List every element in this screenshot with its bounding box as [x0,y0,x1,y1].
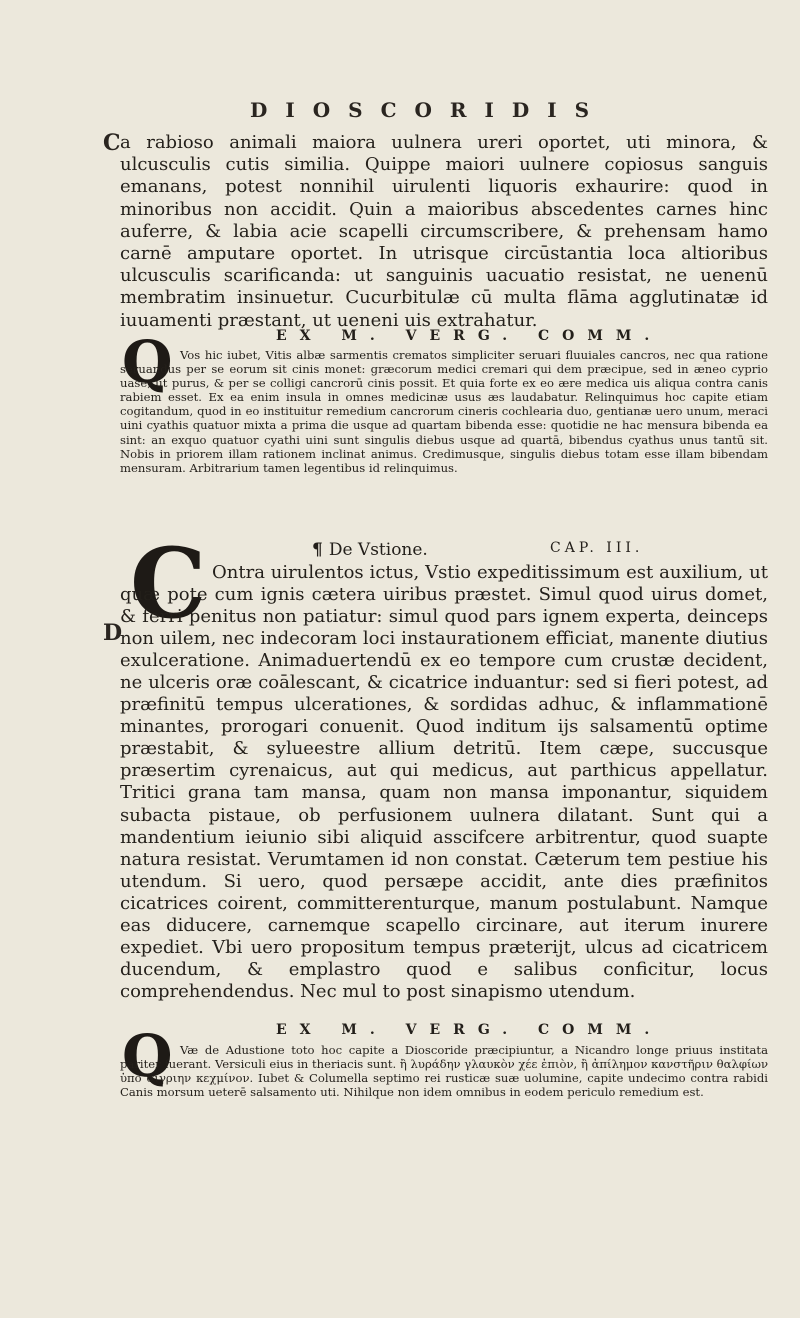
commentary-dropcap-2: Q [122,1022,173,1090]
margin-letter-c: C [103,130,121,156]
commentary-block-1 [120,348,768,475]
commentary-heading-2: EX M. VERG. COMM. [276,1022,663,1038]
commentary-dropcap-1: Q [122,328,173,396]
margin-letter-d: D [103,620,123,646]
main-paragraph: a rabioso animali maiora uulnera ureri oportet, uti minora, & ulcusculis cutis similia. Quippe maiori uulnere copiosus sanguis emanans, potest nonnihil uirulenti liquoris exhaurire: quod in minoribus non accidit. Quin a maioribus abscedentes carnes hinc auferre, & labia acie scapelli circumscribere, & prehensam hamo carnē amputare oportet. In utrisque circūstantia loca altioribus ulcusculis scarificanda: ut sanguinis uacuatio resistat, ne uenenū membratim insinuetur. Cucurbitulæ cū multa flāma agglutinatæ id iuuamenti præstant, ut ueneni uis extrahatur. [120,132,768,331]
chapter-heading [312,540,644,560]
chapter-dropcap: C [130,527,207,640]
chapter-paragraph: Ontra uirulentos ictus, Vstio expeditissimum est auxilium, ut quæ pote cum ignis cætera uiribus præstet. Simul quod uirus domet, & ferri penitus non patiatur: simul quod pars ignem experta, deinceps non uilem, nec indecoram loci instaurationem efficiat, manente diutius exulceratione. Animaduertendū ex eo tempore cum crustæ decident, ne ulceris oræ coālescant, & cicatrice induantur: sed si fieri potest, ad præfinitū tempus ulcerationes, & sordidas adhuc, & inflammationē minantes, prorogari conuenit. Quod inditum ijs salsamentū optime præstabit, & sylueestre allium detritū. Item cæpe, succusque præsertim cyrenaicus, aut qui medicus, aut parthicus appellatur. Tritici grana tam mansa, quam non mansa imponantur, siquidem subacta pistaue, ob perfusionem uulnera dilatant. Sunt qui a mandentium ieiunio sibi aliquid asscifcere arbitrentur, quod suapte natura resistat. Verumtamen id non constat. Cæterum tem pestiue his utendum. Si uero, quod persæpe accidit, ante dies præfinitos cicatrices coirent, committerenturque, manum postulabunt. Namque eas diducere, carnemque scapello circinare, aut iterum inurere expediet. Vbi uero propositum tempus præterijt, ulcus ad cicatricem ducendum, & emplastro quod e salibus conficitur, locus comprehendendus. Nec mul to post sinapismo utendum. [120,562,768,1002]
main-text-block [120,132,768,332]
pilcrow-icon: ¶ [312,540,323,560]
commentary-heading-1: EX M. VERG. COMM. [276,328,663,344]
commentary-paragraph-1: Vos hic iubet, Vitis albæ sarmentis crematos simpliciter seruari fluuiales cancros, nec qua ratione seruandus per se eorum sit cinis monet: græcorum medici cremari qui dem præcipue, sed in æneo cyprio uase, ut purus, & per se colligi cancrorū cinis possit. Et quia forte ex eo ære medica uis aliqua contra canis rabiem esset. Ex ea enim insula in omnes medicinæ usus æs laudabatur. Relinquimus hoc capite etiam cogitandum, quod in eo instituitur remedium cancrorum cineris cochlearia duo, gentianæ uero unum, meraci uini cyathis quatuor mixta a prima die usque ad quartam bibenda esse: quotidie ne hac mensura bibenda ea sint: an exquo quatuor cyathi uini sunt singulis diebus usque ad quartā, bibendus cyathus unus tantū sit. Nobis in priorem illam rationem inclinat animus. Credimusque, singulis diebus totam esse illam bibendam mensuram. Arbitrarium tamen legentibus id relinquimus. [120,348,768,475]
commentary-block-2 [120,1043,768,1099]
chapter-text-block [120,562,768,1003]
commentary-paragraph-2: Væ de Adustione toto hoc capite a Dioscoride præcipiuntur, a Nicandro longe priuus institata pariter fuerant. Versiculi eius in theriacis sunt. ἢ λυράδην γλαυκὸν χέε ἐπιὸν, ἢ ἀπίλημον κανστῆριν θαλφίων ὑπὸ σίγριην κεχμίνον. Iubet & Columella septimo rei rusticæ suæ uolumine, capite undecimo contra rabidi Canis morsum ueterē salsamento uti. Nihilque non idem omnibus in eodem periculo remedium est. [120,1043,768,1100]
chapter-number: CAP. III. [550,540,644,556]
chapter-title: De Vstione. [328,540,428,560]
running-head: DIOSCORIDIS [250,98,608,122]
